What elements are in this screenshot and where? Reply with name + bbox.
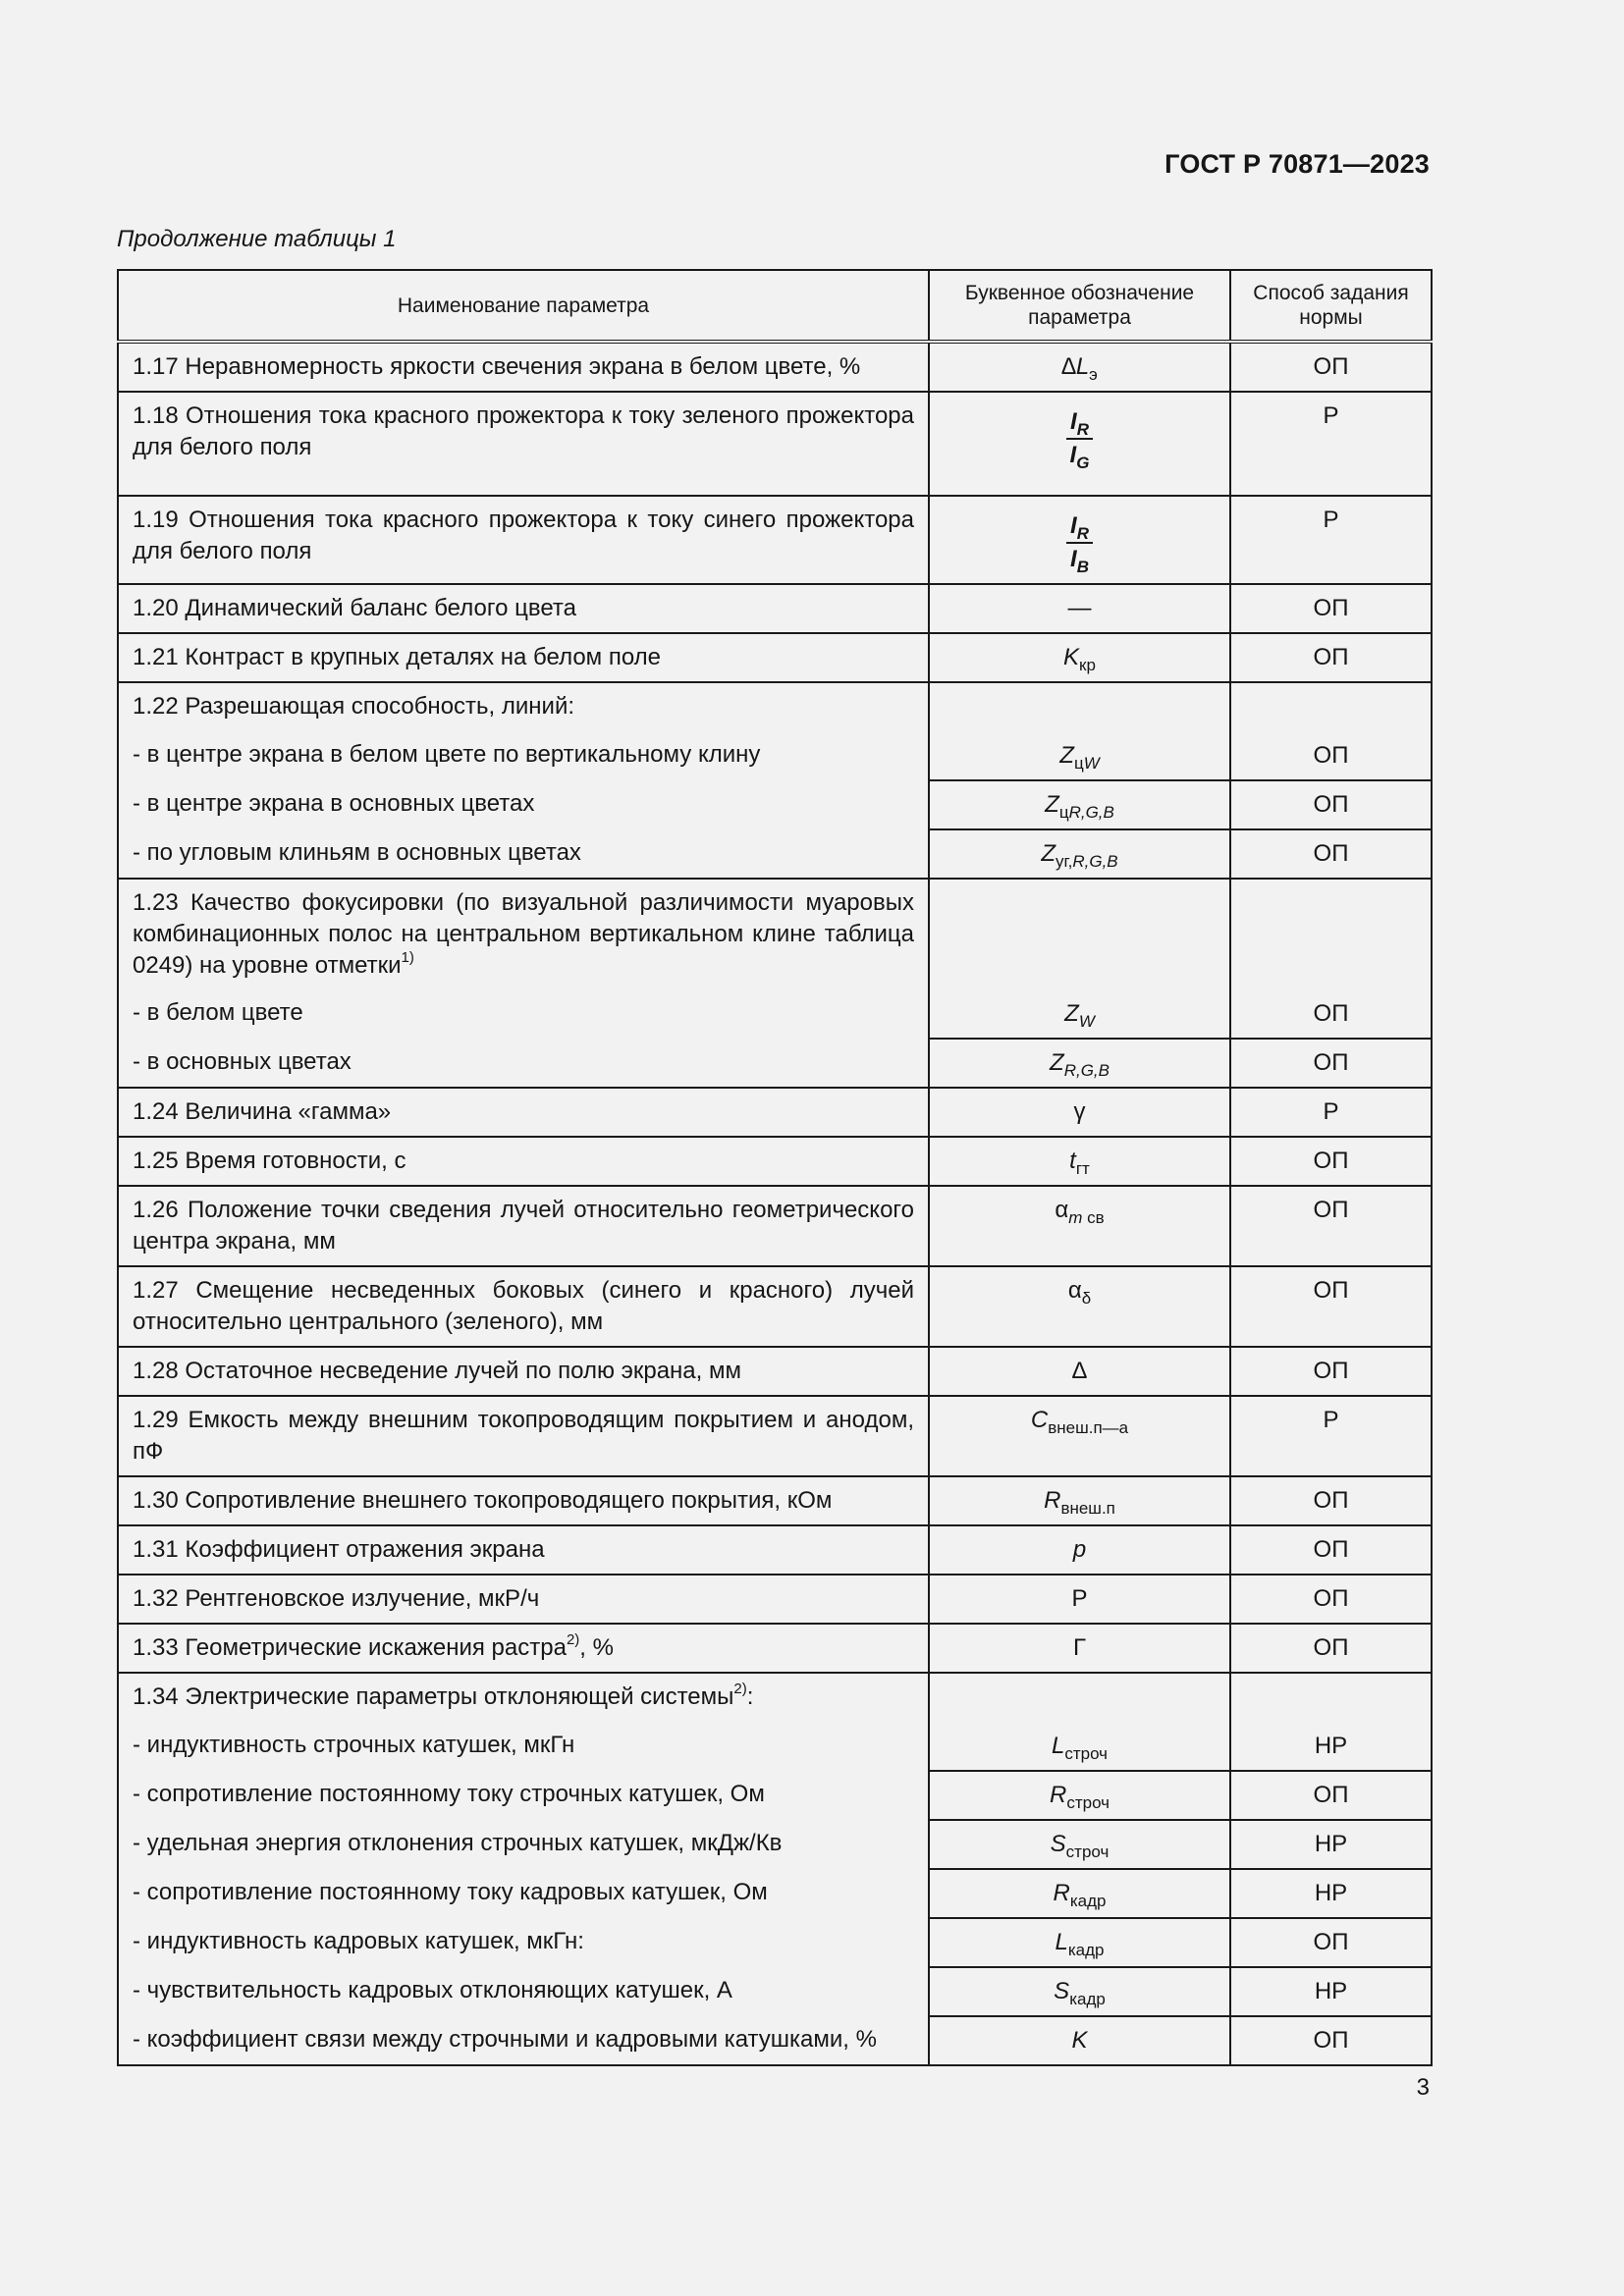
table-row (118, 1525, 1432, 1575)
parameter-symbol: Г (929, 1624, 1230, 1673)
norm-method: Р (1230, 1088, 1432, 1137)
norm-method: ОП (1230, 1624, 1432, 1673)
norm-method: ОП (1230, 1918, 1432, 1967)
parameter-name: 1.18 Отношения тока красного прожектора к току зеленого прожектора для белого поля (118, 392, 929, 496)
norm-method: ОП (1230, 780, 1432, 829)
parameter-name: - по угловым клиньям в основных цветах (118, 829, 929, 879)
norm-method (1230, 682, 1432, 731)
parameter-name: 1.20 Динамический баланс белого цвета (118, 584, 929, 633)
norm-method: НР (1230, 1869, 1432, 1918)
table-row (118, 1967, 1432, 2016)
table-row (118, 1820, 1432, 1869)
norm-method: ОП (1230, 633, 1432, 682)
parameter-symbol: $S_{кадр}$ (929, 1967, 1230, 2016)
parameter-name: 1.25 Время готовности, с (118, 1137, 929, 1186)
table-row (118, 496, 1432, 584)
norm-method: ОП (1230, 1039, 1432, 1088)
parameter-name: - в центре экрана в основных цветах (118, 780, 929, 829)
table-row (118, 342, 1432, 392)
norm-method: ОП (1230, 1186, 1432, 1266)
page-number: 3 (1416, 2074, 1430, 2101)
table-row (118, 780, 1432, 829)
table-header-row (118, 270, 1432, 342)
parameter-name: 1.21 Контраст в крупных деталях на белом поле (118, 633, 929, 682)
norm-method: ОП (1230, 1525, 1432, 1575)
table-row (118, 682, 1432, 731)
parameter-symbol: γ (929, 1088, 1230, 1137)
parameter-name: - в центре экрана в белом цвете по вертикальному клину (118, 731, 929, 780)
norm-method: ОП (1230, 342, 1432, 392)
table-row (118, 1186, 1432, 1266)
parameter-symbol: $Z_W$ (929, 989, 1230, 1039)
norm-method: ОП (1230, 2016, 1432, 2065)
parameter-symbol: ∆ (929, 1347, 1230, 1396)
table-row (118, 2016, 1432, 2065)
parameter-symbol: $R_{кадр}$ (929, 1869, 1230, 1918)
parameter-symbol: Р (929, 1575, 1230, 1624)
parameter-name: 1.17 Неравномерность яркости свечения экрана в белом цвете, % (118, 342, 929, 392)
parameter-symbol (929, 1673, 1230, 1722)
table-row (118, 879, 1432, 989)
table-row (118, 989, 1432, 1039)
document-code: ГОСТ Р 70871—2023 (1164, 149, 1430, 179)
parameter-name: 1.23 Качество фокусировки (по визуальной различимости муаровых комбинационных полос на центральном вертикальном клине таблица 0249) на уровне отметки$^{1)}$ (118, 879, 929, 989)
table-row (118, 1088, 1432, 1137)
parameter-name: 1.22 Разрешающая способность, линий: (118, 682, 929, 731)
parameter-symbol: $R_{внеш.п}$ (929, 1476, 1230, 1525)
parameter-symbol: $Z_{R,G,B}$ (929, 1039, 1230, 1088)
table-row (118, 1624, 1432, 1673)
norm-method: Р (1230, 392, 1432, 496)
current-ratio-fraction: $\frac{I_R}{I_B}$ (1066, 512, 1093, 573)
parameter-symbol: $Z_{цR,G,B}$ (929, 780, 1230, 829)
norm-method: ОП (1230, 1266, 1432, 1347)
table-row (118, 1266, 1432, 1347)
parameter-symbol (929, 879, 1230, 989)
parameter-symbol: $Z_{уг,R,G,B}$ (929, 829, 1230, 879)
norm-method: ОП (1230, 829, 1432, 879)
table-row (118, 1476, 1432, 1525)
parameters-table (117, 269, 1433, 2066)
parameter-name: - удельная энергия отклонения строчных катушек, мкДж/Кв (118, 1820, 929, 1869)
table-row (118, 1771, 1432, 1820)
parameter-symbol: $L_{кадр}$ (929, 1918, 1230, 1967)
header-norm-method: Способ задания нормы (1230, 270, 1432, 342)
parameter-symbol: $S_{строч}$ (929, 1820, 1230, 1869)
parameter-name: - индуктивность кадровых катушек, мкГн: (118, 1918, 929, 1967)
table-caption: Продолжение таблицы 1 (117, 226, 397, 252)
header-symbol: Буквенное обозначение параметра (929, 270, 1230, 342)
parameter-symbol: $\alpha_\delta$ (929, 1266, 1230, 1347)
parameter-name: - в белом цвете (118, 989, 929, 1039)
parameter-name: 1.19 Отношения тока красного прожектора к току синего прожектора для белого поля (118, 496, 929, 584)
parameter-name: - коэффициент связи между строчными и кадровыми катушками, % (118, 2016, 929, 2065)
norm-method (1230, 879, 1432, 989)
parameter-name: - в основных цветах (118, 1039, 929, 1088)
table-row (118, 1039, 1432, 1088)
parameter-symbol: $K_{кр}$ (929, 633, 1230, 682)
norm-method: ОП (1230, 1347, 1432, 1396)
parameter-name: 1.31 Коэффициент отражения экрана (118, 1525, 929, 1575)
parameter-name: 1.27 Смещение несведенных боковых (синего и красного) лучей относительно центрального (зеленого), мм (118, 1266, 929, 1347)
norm-method: НР (1230, 1967, 1432, 2016)
parameter-name: 1.24 Величина «гамма» (118, 1088, 929, 1137)
parameter-symbol: $\Delta L_э$ (929, 342, 1230, 392)
parameter-name: 1.29 Емкость между внешним токопроводящим покрытием и анодом, пФ (118, 1396, 929, 1476)
parameter-symbol: $R_{строч}$ (929, 1771, 1230, 1820)
table-row (118, 584, 1432, 633)
table-row (118, 1575, 1432, 1624)
table-row (118, 1137, 1432, 1186)
norm-method: Р (1230, 1396, 1432, 1476)
header-parameter-name: Наименование параметра (118, 270, 929, 342)
parameter-name: - индуктивность строчных катушек, мкГн (118, 1722, 929, 1771)
table-row (118, 1918, 1432, 1967)
parameter-name: 1.34 Электрические параметры отклоняющей системы$^{2)}$: (118, 1673, 929, 1722)
parameter-name: - сопротивление постоянному току кадровых катушек, Ом (118, 1869, 929, 1918)
norm-method (1230, 1673, 1432, 1722)
current-ratio-fraction: $\frac{I_R}{I_G}$ (1066, 408, 1093, 469)
norm-method: ОП (1230, 1137, 1432, 1186)
parameter-symbol: $Z_{цW}$ (929, 731, 1230, 780)
parameter-name: - сопротивление постоянному току строчных катушек, Ом (118, 1771, 929, 1820)
parameter-symbol: — (929, 584, 1230, 633)
table-row (118, 829, 1432, 879)
parameter-symbol: $\alpha_{m св}$ (929, 1186, 1230, 1266)
table-row (118, 392, 1432, 496)
parameter-name: 1.32 Рентгеновское излучение, мкР/ч (118, 1575, 929, 1624)
table-row (118, 1722, 1432, 1771)
parameter-symbol (929, 496, 1230, 584)
parameter-symbol: p (929, 1525, 1230, 1575)
parameter-name: 1.33 Геометрические искажения растра$^{2)}$, % (118, 1624, 929, 1673)
table-row (118, 1396, 1432, 1476)
norm-method: Р (1230, 496, 1432, 584)
norm-method: ОП (1230, 1575, 1432, 1624)
parameter-symbol: K (929, 2016, 1230, 2065)
norm-method: НР (1230, 1722, 1432, 1771)
parameter-name: 1.30 Сопротивление внешнего токопроводящего покрытия, кОм (118, 1476, 929, 1525)
norm-method: НР (1230, 1820, 1432, 1869)
parameter-symbol: $t_{гт}$ (929, 1137, 1230, 1186)
parameter-symbol: $C_{внеш.п—а}$ (929, 1396, 1230, 1476)
table-row (118, 1869, 1432, 1918)
parameter-symbol: $L_{строч}$ (929, 1722, 1230, 1771)
norm-method: ОП (1230, 584, 1432, 633)
parameter-name: - чувствительность кадровых отклоняющих катушек, А (118, 1967, 929, 2016)
parameter-name: 1.28 Остаточное несведение лучей по полю экрана, мм (118, 1347, 929, 1396)
norm-method: ОП (1230, 989, 1432, 1039)
table-row (118, 1347, 1432, 1396)
parameter-name: 1.26 Положение точки сведения лучей относительно геометрического центра экрана, мм (118, 1186, 929, 1266)
norm-method: ОП (1230, 1476, 1432, 1525)
table-row (118, 1673, 1432, 1722)
parameter-symbol (929, 392, 1230, 496)
table-row (118, 731, 1432, 780)
norm-method: ОП (1230, 731, 1432, 780)
parameters-table-wrapper (117, 269, 1431, 2066)
norm-method: ОП (1230, 1771, 1432, 1820)
parameter-symbol (929, 682, 1230, 731)
table-row (118, 633, 1432, 682)
